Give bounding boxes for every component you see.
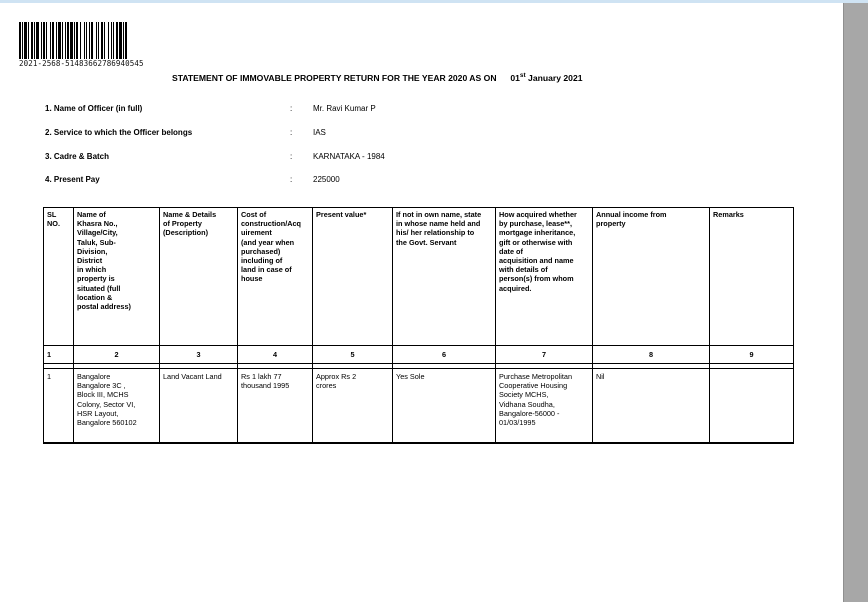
cell-property-details: Land Vacant Land bbox=[160, 369, 238, 443]
column-number: 1 bbox=[44, 346, 74, 364]
cadre-batch-value: KARNATAKA - 1984 bbox=[313, 152, 385, 161]
statement-title bbox=[172, 73, 583, 83]
header-annual-income: Annual income from property bbox=[593, 208, 710, 346]
table-column-number-row bbox=[44, 346, 794, 364]
column-number: 5 bbox=[313, 346, 393, 364]
header-remarks: Remarks bbox=[710, 208, 794, 346]
cell-how-acquired: Purchase Metropolitan Cooperative Housing Society MCHS, Vidhana Soudha, Bangalore-56000 - 01/03/1995 bbox=[496, 369, 593, 443]
present-pay-value: 225000 bbox=[313, 175, 340, 184]
table-header-row bbox=[44, 208, 794, 346]
vertical-scrollbar[interactable] bbox=[843, 3, 868, 602]
officer-name-colon: : bbox=[290, 104, 293, 113]
header-sl-no: SL NO. bbox=[44, 208, 74, 346]
column-number: 4 bbox=[238, 346, 313, 364]
service-colon: : bbox=[290, 128, 293, 137]
header-cost: Cost of construction/Acq uirement (and year when purchased) including of land in case of house bbox=[238, 208, 313, 346]
header-property-details: Name & Details of Property (Description) bbox=[160, 208, 238, 346]
cadre-batch-label: 3. Cadre & Batch bbox=[45, 152, 110, 161]
barcode-number: 2021-2568-51483662786940545 bbox=[19, 59, 144, 68]
title-month-year: January 2021 bbox=[528, 73, 583, 83]
document-page bbox=[0, 3, 843, 602]
cell-location: Bangalore Bangalore 3C , Block III, MCHS Colony, Sector VI, HSR Layout, Bangalore 560102 bbox=[74, 369, 160, 443]
header-location: Name of Khasra No., Village/City, Taluk, Sub- Division, District in which property is situated (full location & postal address) bbox=[74, 208, 160, 346]
cell-present-value: Approx Rs 2 crores bbox=[313, 369, 393, 443]
column-number: 8 bbox=[593, 346, 710, 364]
officer-name-value: Mr. Ravi Kumar P bbox=[313, 104, 376, 113]
header-how-acquired: How acquired whether by purchase, lease**, mortgage inheritance, gift or otherwise with date of acquisition and name with details of person(s) from whom acquired. bbox=[496, 208, 593, 346]
title-day-suffix: st bbox=[519, 72, 526, 79]
column-number: 2 bbox=[74, 346, 160, 364]
column-number: 9 bbox=[710, 346, 794, 364]
header-owner-name: If not in own name, state in whose name held and his/ her relationship to the Govt. Servant bbox=[393, 208, 496, 346]
present-pay-label: 4. Present Pay bbox=[45, 175, 100, 184]
header-present-value: Present value* bbox=[313, 208, 393, 346]
title-day: 01 bbox=[510, 73, 520, 83]
barcode-image bbox=[19, 22, 169, 59]
service-value: IAS bbox=[313, 128, 326, 137]
column-number: 6 bbox=[393, 346, 496, 364]
statement-title-text: STATEMENT OF IMMOVABLE PROPERTY RETURN FOR THE YEAR 2020 AS ON bbox=[172, 73, 497, 83]
cell-remarks bbox=[710, 369, 794, 443]
table-row bbox=[44, 369, 794, 443]
cell-sl-no: 1 bbox=[44, 369, 74, 443]
officer-name-label: 1. Name of Officer (in full) bbox=[45, 104, 143, 113]
cadre-batch-colon: : bbox=[290, 152, 293, 161]
column-number: 7 bbox=[496, 346, 593, 364]
service-label: 2. Service to which the Officer belongs bbox=[45, 128, 193, 137]
cell-owner-name: Yes Sole bbox=[393, 369, 496, 443]
present-pay-colon: : bbox=[290, 175, 293, 184]
property-table bbox=[43, 207, 794, 444]
column-number: 3 bbox=[160, 346, 238, 364]
cell-annual-income: Nil bbox=[593, 369, 710, 443]
cell-cost: Rs 1 lakh 77 thousand 1995 bbox=[238, 369, 313, 443]
